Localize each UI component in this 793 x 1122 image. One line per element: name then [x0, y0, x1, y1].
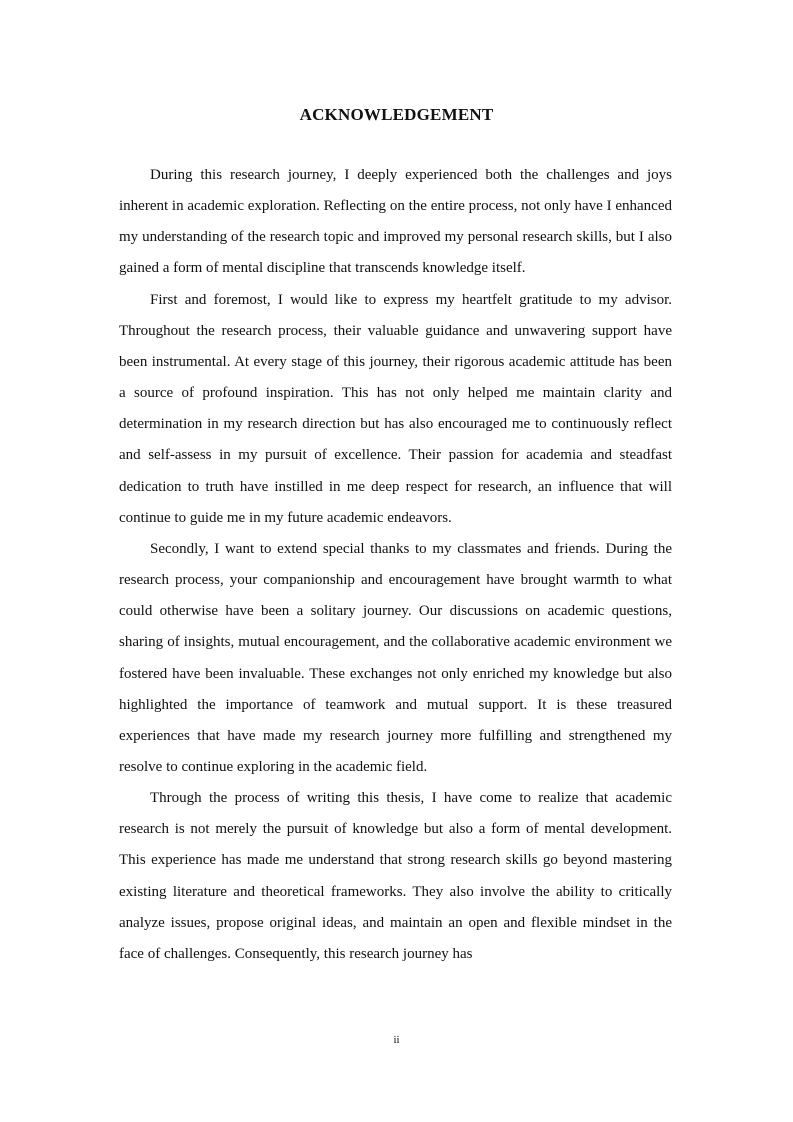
paragraph-2: First and foremost, I would like to express my heartfelt gratitude to my advisor. Throughout the research process, their valuable guidance and unwavering support have been instrumental. At every stage of this journey, their rigorous academic attitude has been a source of profound inspiration. This has not only helped me maintain clarity and determination in my research direction but has also encouraged me to continuously reflect and self-assess in my pursuit of excellence. Their passion for academia and steadfast dedication to truth have instilled in me deep respect for research, an influence that will continue to guide me in my future academic endeavors.	[119, 291, 672, 526]
page-title: ACKNOWLEDGEMENT	[299, 105, 494, 124]
acknowledgement-body	[119, 160, 672, 970]
paragraph-3: Secondly, I want to extend special thanks to my classmates and friends. During the research process, your companionship and encouragement have brought warmth to what could otherwise have been a solitary journey. Our discussions on academic questions, sharing of insights, mutual encouragement, and the collaborative academic environment we fostered have been invaluable. These exchanges not only enriched my knowledge but also highlighted the importance of teamwork and mutual support. It is these treasured experiences that have made my research journey more fulfilling and strengthened my resolve to continue exploring in the academic field.	[119, 540, 672, 775]
paragraph-4: Through the process of writing this thesis, I have come to realize that academic research is not merely the pursuit of knowledge but also a form of mental development. This experience has made me understand that strong research skills go beyond mastering existing literature and theoretical frameworks. They also involve the ability to critically analyze issues, propose original ideas, and maintain an open and flexible mindset in the face of challenges. Consequently, this research journey has	[119, 790, 672, 962]
page-number: ii	[393, 1034, 400, 1046]
paragraph-1: During this research journey, I deeply experienced both the challenges and joys inherent in academic exploration. Reflecting on the entire process, not only have I enhanced my understanding of the research topic and improved my personal research skills, but I also gained a form of mental discipline that transcends knowledge itself.	[119, 167, 672, 277]
